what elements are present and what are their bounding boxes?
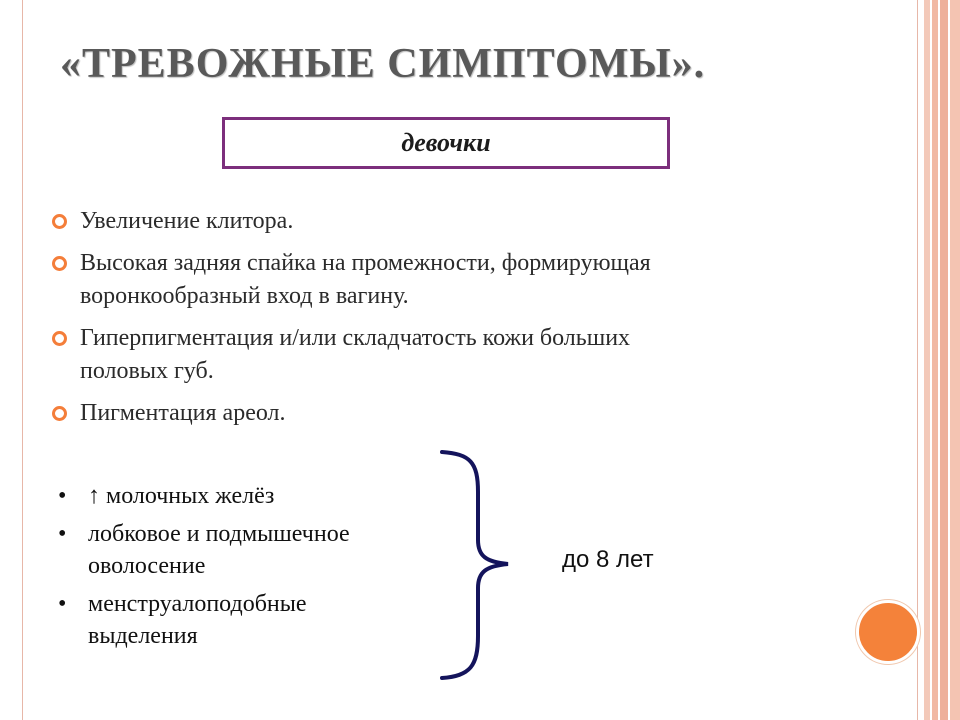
list-item [52,205,892,238]
item-text: менструалоподобные [88,591,307,617]
category-box [222,117,670,169]
list-item [56,518,456,582]
item-text: ↑ молочных желёз [88,483,275,509]
decor-stripe [924,0,930,720]
frame-line [22,0,23,720]
item-text-cont: выделения [88,623,198,649]
age-note: до 8 лет [562,546,654,573]
bullet-ring-icon [52,256,67,271]
bullet-ring-icon [52,406,67,421]
bullet-dot-icon: • [58,521,67,547]
item-text-cont: воронкообразный вход в вагину. [80,283,409,309]
bullet-dot-icon: • [58,483,67,509]
list-item [56,588,456,652]
bullet-ring-icon [52,214,67,229]
symptom-list [52,205,892,439]
bullet-dot-icon: • [58,591,67,617]
item-text: Гиперпигментация и/или складчатость кожи больших [80,325,631,351]
decor-stripe [932,0,938,720]
item-text-cont: половых губ. [80,358,214,384]
list-item [52,397,892,430]
item-text-cont: оволосение [88,553,206,579]
item-text: лобковое и подмышечное [88,521,350,547]
item-text: Пигментация ареол. [80,400,286,426]
slide-title: «ТРЕВОЖНЫЕ СИМПТОМЫ». [60,41,706,87]
sub-symptom-list [56,480,456,658]
decor-circle-icon [856,600,920,664]
item-text: Увеличение клитора. [80,208,294,234]
list-item [52,247,892,313]
category-label: девочки [401,128,491,157]
bullet-ring-icon [52,331,67,346]
decor-stripe [940,0,948,720]
list-item [52,322,892,388]
item-text: Высокая задняя спайка на промежности, формирующая [80,250,651,276]
decor-stripe [950,0,960,720]
curly-brace-icon [436,448,516,682]
list-item [56,480,456,512]
frame-line [917,0,918,720]
